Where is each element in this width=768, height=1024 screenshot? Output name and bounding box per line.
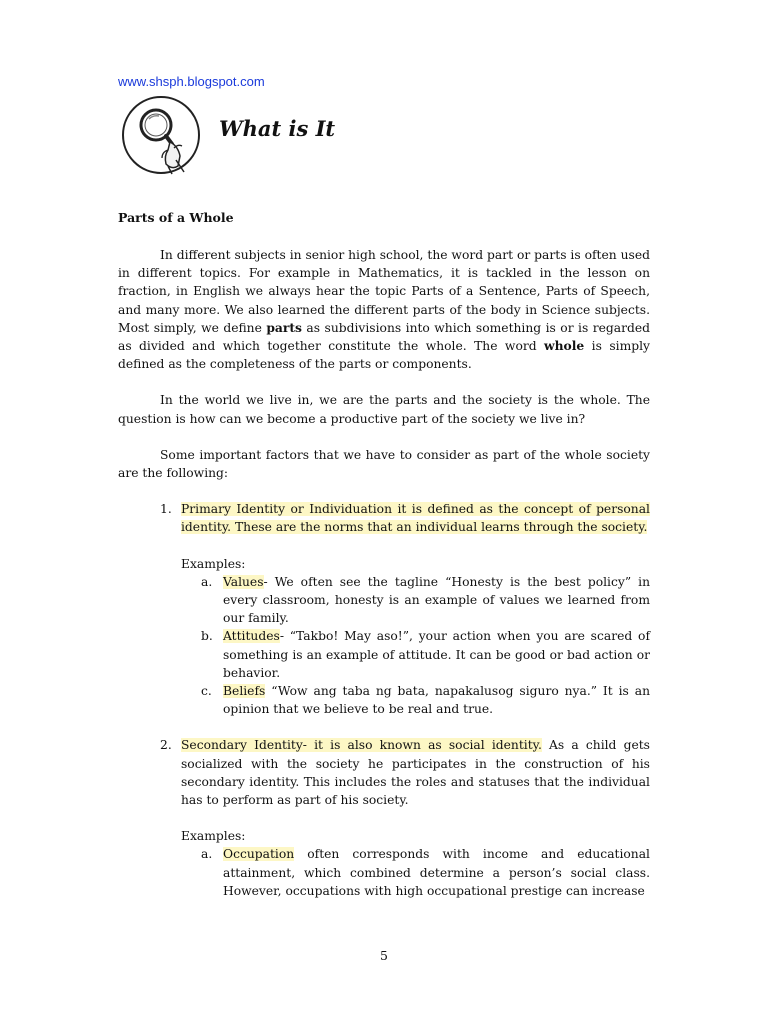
factors-list xyxy=(118,500,650,900)
examples-list xyxy=(181,845,650,900)
term-whole: whole xyxy=(544,338,585,354)
factor-item xyxy=(118,500,650,718)
example-text: - We often see the tagline “Honesty is the best policy” in every classroom, honesty is an example of values we learned from our family. xyxy=(223,574,650,626)
example-text: “Wow ang taba ng bata, napakalusog siguro nya.” It is an opinion that we believe to be real and true. xyxy=(223,684,650,717)
term-parts: parts xyxy=(266,319,302,335)
intro-text: In different subjects in senior high school, the word part or parts is often used in different topics. For example in Mathematics, it is tackled in the lesson on fraction, in English we always hear the topic Parts of a Sentence, Parts of Speech, and many more. We also learned the different parts of the body in Science subjects. Most simply, we define xyxy=(118,248,650,335)
example-letter: b. xyxy=(201,629,213,644)
factor-number: 2. xyxy=(160,738,172,753)
section-heading: What is It xyxy=(219,116,336,141)
document-body xyxy=(118,246,650,900)
example-term: Values xyxy=(223,574,264,589)
source-link[interactable]: www.shsph.blogspot.com xyxy=(118,74,265,89)
example-item xyxy=(181,682,650,718)
intro-text: as subdivisions into which something is or is regarded as divided and which together constitute the whole. The word xyxy=(118,320,650,354)
topic-title: Parts of a Whole xyxy=(118,210,234,225)
society-paragraph: In the world we live in, we are the parts and the society is the whole. The question is how can we become a productive part of the society we live in? xyxy=(118,393,650,426)
page-number: 5 xyxy=(380,948,388,963)
highlighted-text: Primary Identity or Individuation it is defined as the concept of personal identity. These are the norms that an individual learns through the society. xyxy=(181,502,650,535)
example-letter: a. xyxy=(201,847,213,862)
example-item xyxy=(181,845,650,900)
example-term: Beliefs xyxy=(223,684,266,699)
example-letter: a. xyxy=(201,574,213,589)
examples-label: Examples: xyxy=(181,829,246,844)
intro-paragraph xyxy=(118,246,650,373)
magnifying-glass-icon xyxy=(118,94,204,176)
factor-text xyxy=(181,500,650,536)
example-item xyxy=(181,573,650,628)
factors-intro-paragraph: Some important factors that we have to consider as part of the whole society are the following: xyxy=(118,447,650,481)
example-text: often corresponds with income and educational attainment, which combined determine a person’s social class. However, occupations with high occupational prestige can increase xyxy=(223,847,650,898)
factor-rest-text: As a child gets socialized with the society he participates in the construction of his secondary identity. This includes the roles and statuses that the individual has to perform as part of his society. xyxy=(181,738,650,808)
example-term: Attitudes xyxy=(223,629,280,644)
example-term: Occupation xyxy=(223,847,295,862)
examples-label: Examples: xyxy=(181,556,246,571)
example-item xyxy=(181,627,650,682)
example-text: - “Takbo! May aso!”, your action when you are scared of something is an example of attitude. It can be good or bad action or behavior. xyxy=(223,629,650,680)
examples-list xyxy=(181,573,650,719)
factor-number: 1. xyxy=(160,502,172,517)
example-letter: c. xyxy=(201,684,212,699)
intro-text: is simply defined as the completeness of the parts or components. xyxy=(118,339,651,372)
highlighted-text: Secondary Identity- it is also known as social identity. xyxy=(181,738,542,753)
factor-text xyxy=(181,736,650,809)
factor-item xyxy=(118,736,650,900)
